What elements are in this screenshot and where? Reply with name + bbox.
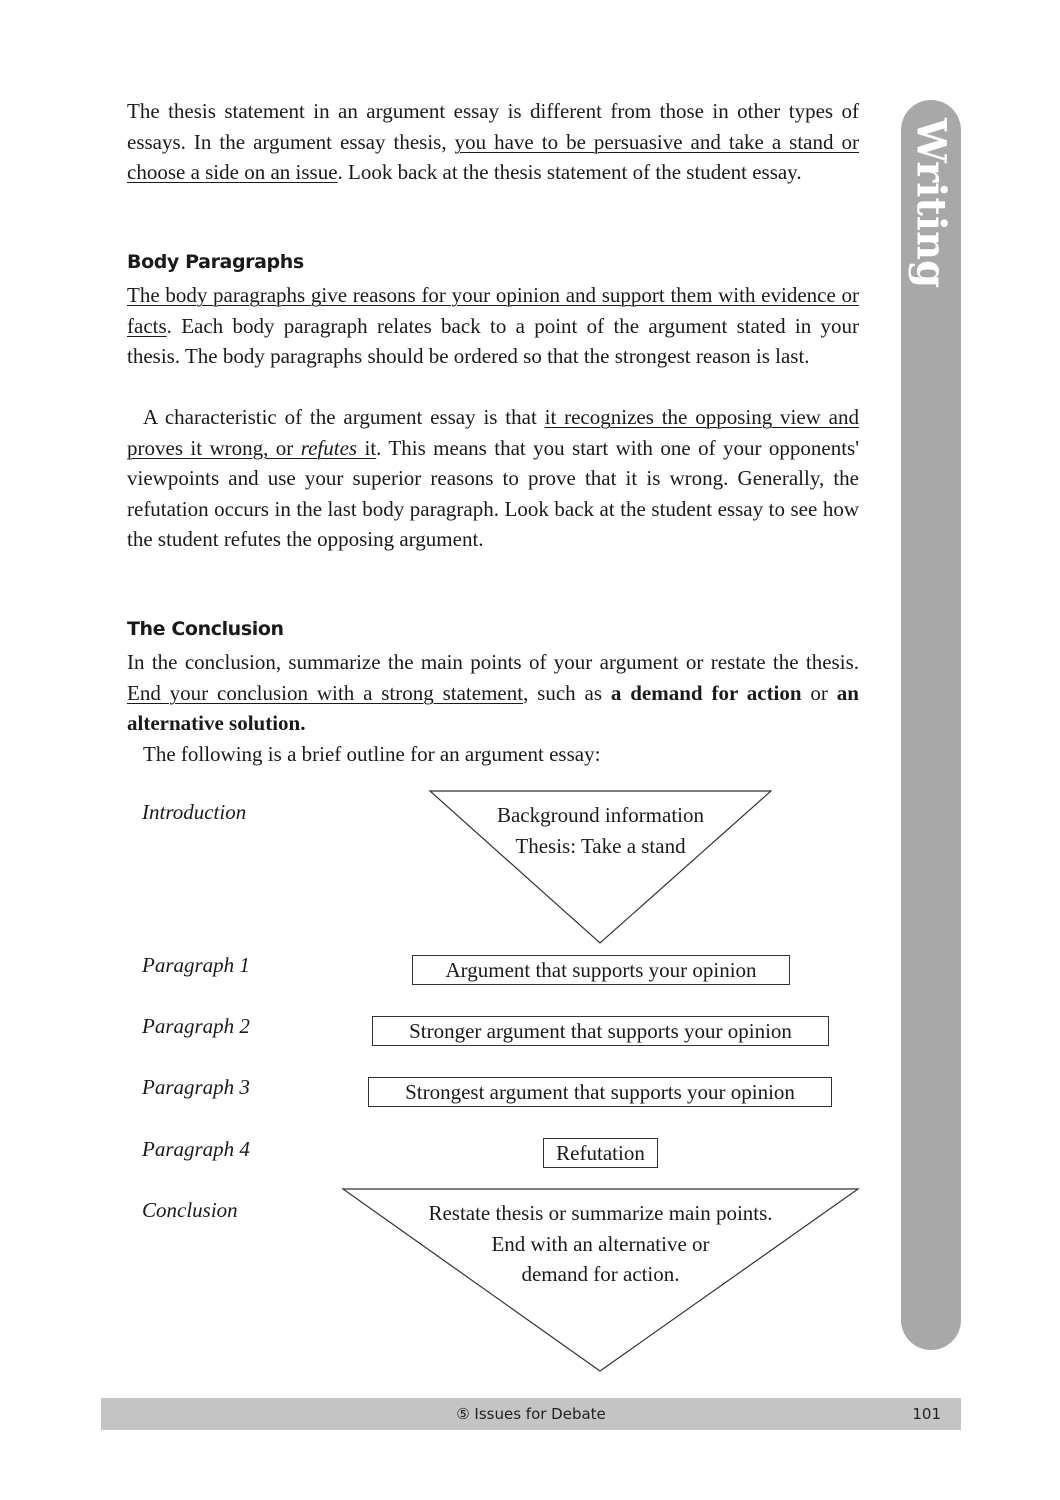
paragraph-3-box: Strongest argument that supports your opinion bbox=[368, 1077, 832, 1107]
footer-bar bbox=[101, 1398, 961, 1430]
conclusion-line-3: demand for action. bbox=[521, 1262, 680, 1287]
paragraph-2-box: Stronger argument that supports your opinion bbox=[372, 1016, 829, 1046]
text-run: . Look back at the thesis statement of the student essay. bbox=[337, 160, 802, 185]
introduction-line-1: Background information bbox=[496, 803, 705, 827]
text-run: . This means that you start with one of your opponents' viewpoints and use your superior reasons to prove that it is wrong. Generally, the refutation occurs in the last body paragraph. Look back at the student essay to see how the student refutes the opposing argument. bbox=[127, 435, 859, 552]
paragraph-4-box: Refutation bbox=[543, 1138, 658, 1168]
outline-label-paragraph-1: Paragraph 1 bbox=[142, 953, 250, 977]
outline-label-introduction: Introduction bbox=[142, 800, 247, 824]
text-run: it recognizes the opposing view and proves it wrong, or bbox=[127, 405, 859, 460]
underlined-text: The body paragraphs give reasons for your opinion and support them with evidence or facts bbox=[127, 283, 859, 338]
underlined-text: End your conclusion with a strong statement bbox=[127, 680, 524, 705]
body-paragraphs-heading: Body Paragraphs bbox=[127, 251, 304, 273]
text-run: , such as bbox=[523, 680, 611, 705]
footer-title: ⑤ Issues for Debate bbox=[456, 1405, 606, 1423]
text-run: it bbox=[357, 435, 377, 460]
text-run: The thesis statement in an argument essay is different from those in other types of essays. In the argument essay thesis, bbox=[127, 99, 859, 154]
conclusion-heading: The Conclusion bbox=[127, 618, 284, 640]
outline-label-paragraph-2: Paragraph 2 bbox=[142, 1014, 250, 1038]
text-run: The following is a brief outline for an argument essay: bbox=[143, 742, 601, 766]
text-run: In the conclusion, summarize the main points of your argument or restate the thesis. bbox=[127, 650, 859, 674]
text-run: or bbox=[801, 680, 837, 705]
bold-text: an alternative solution. bbox=[127, 680, 859, 736]
bold-text: a demand for action bbox=[610, 680, 802, 705]
text-run: A characteristic of the argument essay is that bbox=[143, 405, 545, 429]
introduction-triangle-text bbox=[430, 800, 771, 861]
side-tab-label: Writing bbox=[907, 117, 955, 289]
conclusion-triangle-text bbox=[343, 1198, 858, 1290]
outline-label-conclusion: Conclusion bbox=[142, 1198, 238, 1222]
underlined-text: you have to be persuasive and take a stand or choose a side on an issue bbox=[127, 129, 859, 185]
conclusion-line-2: End with an alternative or bbox=[491, 1231, 710, 1256]
introduction-line-2: Thesis: Take a stand bbox=[515, 833, 686, 858]
outline-label-paragraph-3: Paragraph 3 bbox=[142, 1075, 250, 1099]
conclusion-line-1: Restate thesis or summarize main points. bbox=[428, 1201, 773, 1225]
page-number: 101 bbox=[912, 1405, 941, 1423]
outline-label-paragraph-4: Paragraph 4 bbox=[142, 1137, 250, 1161]
paragraph-1-box: Argument that supports your opinion bbox=[412, 955, 790, 985]
italic-text: refutes bbox=[300, 435, 358, 460]
text-run: . Each body paragraph relates back to a point of the argument stated in your thesis. The body paragraphs should be ordered so that the strongest reason is last. bbox=[127, 313, 859, 369]
